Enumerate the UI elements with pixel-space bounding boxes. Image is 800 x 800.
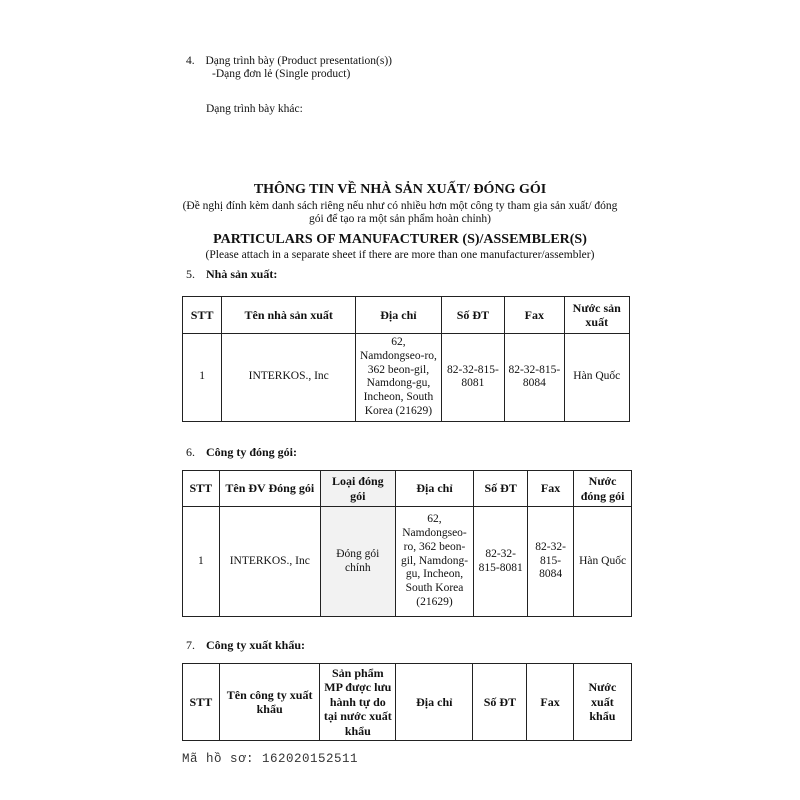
section-6-number: 6.: [186, 445, 195, 459]
header-address: Địa chỉ: [396, 664, 473, 741]
cell-fax: 82-32-815-8084: [528, 507, 574, 617]
particulars-title-en: PARTICULARS OF MANUFACTURER (S)/ASSEMBLER(S): [213, 232, 587, 247]
header-fax: Fax: [527, 664, 573, 741]
cell-country: Hàn Quốc: [564, 334, 629, 422]
cell-stt: 1: [183, 334, 222, 422]
header-country: Nước đóng gói: [574, 471, 632, 507]
particulars-note-en: (Please attach in a separate sheet if there are more than one manufacturer/assembler): [205, 249, 595, 261]
cell-stt: 1: [183, 507, 220, 617]
cell-phone: 82-32-815-8081: [441, 334, 504, 422]
manufacturer-table: [182, 296, 630, 422]
cell-name: INTERKOS., Inc: [222, 334, 356, 422]
section-4-value: -Dạng đơn lẻ (Single product): [212, 68, 351, 80]
section-5-heading: [186, 267, 277, 282]
header-name: Tên ĐV Đóng gói: [219, 471, 320, 507]
section-4-label: Dạng trình bày (Product presentation(s)): [205, 55, 393, 67]
section-4-heading: [186, 55, 392, 67]
cell-name: INTERKOS., Inc: [219, 507, 320, 617]
particulars-note-vi-line1: (Đề nghị đính kèm danh sách riêng nếu như có nhiều hơn một công ty tham gia sản xuất/ đóng: [182, 200, 618, 212]
section-5-label: Nhà sản xuất:: [206, 267, 278, 281]
header-name: Tên nhà sản xuất: [222, 297, 356, 334]
section-4-other-label: Dạng trình bày khác:: [206, 103, 303, 115]
cell-address: 62, Namdongseo-ro, 362 beon-gil, Namdong-gu, Incheon, South Korea (21629): [356, 334, 442, 422]
cell-type: Đóng gói chính: [320, 507, 395, 617]
section-6-label: Công ty đóng gói:: [206, 445, 298, 459]
packer-table: [182, 470, 632, 617]
particulars-note-vi-line2: gói để tạo ra một sản phẩm hoàn chỉnh): [308, 213, 492, 225]
section-7-heading: [186, 638, 305, 653]
header-country: Nước sản xuất: [564, 297, 629, 334]
header-fax: Fax: [528, 471, 574, 507]
section-5-number: 5.: [186, 267, 195, 281]
header-free-sale: Sản phẩm MP được lưu hành tự do tại nước xuất khẩu: [320, 664, 396, 741]
particulars-title-vi: THÔNG TIN VỀ NHÀ SẢN XUẤT/ ĐÓNG GÓI: [253, 182, 547, 197]
header-type: Loại đóng gói: [320, 471, 395, 507]
table-row: [183, 507, 632, 617]
cell-fax: 82-32-815-8084: [505, 334, 564, 422]
cell-country: Hàn Quốc: [574, 507, 632, 617]
header-country: Nước xuất khẩu: [573, 664, 631, 741]
table-header-row: [183, 471, 632, 507]
header-stt: STT: [183, 664, 220, 741]
cell-address: 62, Namdongseo-ro, 362 beon-gil, Namdong-gu, Incheon, South Korea (21629): [395, 507, 474, 617]
header-stt: STT: [183, 471, 220, 507]
section-4-number: 4.: [186, 55, 195, 67]
header-fax: Fax: [505, 297, 564, 334]
file-code: Mã hồ sơ: 162020152511: [182, 752, 359, 766]
cell-phone: 82-32-815-8081: [474, 507, 528, 617]
header-stt: STT: [183, 297, 222, 334]
table-header-row: [183, 297, 630, 334]
header-phone: Số ĐT: [473, 664, 527, 741]
table-header-row: [183, 664, 632, 741]
header-address: Địa chỉ: [356, 297, 442, 334]
exporter-table: [182, 663, 632, 741]
header-address: Địa chỉ: [395, 471, 474, 507]
section-6-heading: [186, 445, 297, 460]
table-row: [183, 334, 630, 422]
header-name: Tên công ty xuất khẩu: [219, 664, 320, 741]
section-7-number: 7.: [186, 638, 195, 652]
section-7-label: Công ty xuất khẩu:: [206, 638, 306, 652]
header-phone: Số ĐT: [474, 471, 528, 507]
header-phone: Số ĐT: [441, 297, 504, 334]
